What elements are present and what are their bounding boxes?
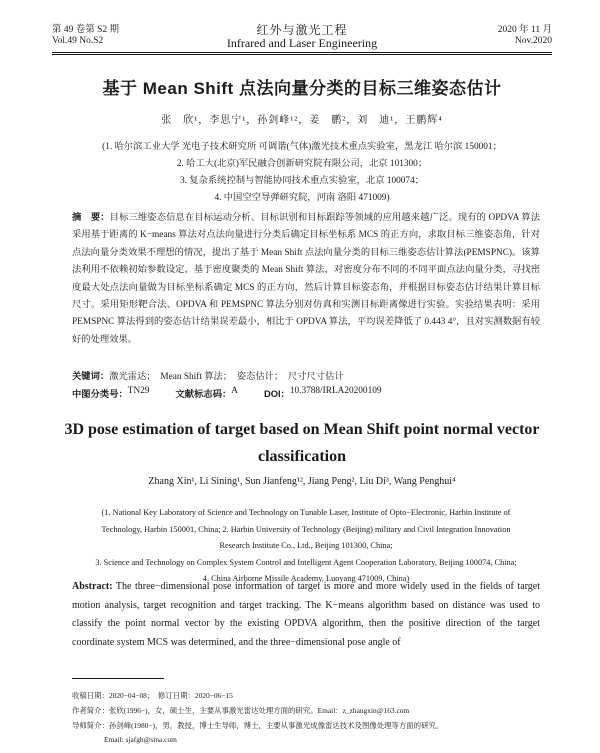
abstract-text-en: The three−dimensional pose information of target is more and more widely used in the fields of target motion analysis, target recognition and target tracking. The K−means algorithm based on distance was used to classify the point normal vector by the existing OPDVA algorithm, then the positive direction of the target coordinate system MCS was determined, and the three−dimensional pose angle of [72, 581, 540, 648]
author-bio: 作者简介：张欣(1996−)，女，硕士生，主要从事激光雷达处理方面的研究。Email：z_zhangxin@163.com [72, 706, 410, 715]
affiliation-cn-2: 2. 哈工大(北京)军民融合创新研究院有限公司，北京 101300； [176, 159, 428, 169]
keywords-cn [72, 368, 540, 382]
doc-code-value: A [231, 386, 239, 396]
abstract-label-en: Abstract: [72, 581, 113, 592]
advisor-email: Email: sjafgh@sina.com [104, 735, 177, 744]
date-label-en: Nov.2020 [514, 36, 552, 46]
abstract-cn [72, 209, 540, 349]
keywords-label-cn: 关键词： [72, 371, 110, 381]
abstract-text-cn: 目标三维姿态信息在目标运动分析、目标识别和目标跟踪等领域的应用越来越广泛。现有的 OPDVA 算法采用基于距离的 K−means 算法对点法向量进行分类后确定目标坐标系 MCS 的正方向，求取目标三维姿态角，针对点法向量分类效果不理想的情况，提出了基于 Mean Shift 点法向量分类的目标三维姿态估计算法(PEMSPNC)。该算法利用不依赖初始参数设定、基于密度聚类的 Mean Shift 算法，对密度分布不同的不同平面点法向量分类，寻找密度最大处点法向量做为目标坐标系确定 MCS 的正方向，然后计算目标姿态角，并根据目标姿态估计结果计算目标尺寸。采用矩形靶合法、OPDVA 和 PEMSPNC 算法分别对仿真和实测目标距离像进行实验。实验结果表明：采用 PEMSPNC 算法得到的姿态估计结果误差最小，相比于 OPDVA 算法，平均误差降低了 0.443 4°，且对实测数据有较好的处理效果。 [72, 213, 540, 345]
clc-label: 中图分类号： [72, 389, 128, 399]
journal-name-en: Infrared and Laser Engineering [226, 36, 378, 50]
doi-value: 10.3788/IRLA20200109 [289, 386, 382, 396]
affiliation-en-2: Technology, Harbin 150001, China; 2. Harbin University of Technology (Beijing) military and Civil Integration Innovation [101, 524, 511, 534]
abstract-en [72, 578, 540, 652]
affiliation-en-4: 3. Science and Technology on Complex System Control and Intelligent Agent Cooperation Laboratory, Beijing 100074, China; [95, 557, 517, 567]
affiliation-en-1: (1. National Key Laboratory of Science and Technology on Tunable Laser, Institute of Opto−Electronic, Harbin Institute of [101, 508, 511, 517]
author-list-cn: 张 欣¹，李思宁¹，孙剑峰¹²，姜 鹏²，刘 迪¹，王鹏辉⁴ [161, 115, 443, 126]
clc-value: TN29 [127, 386, 150, 396]
affiliations-en [72, 505, 540, 588]
date-label: 2020 年 11 月 [497, 25, 552, 35]
volume-label: 第 49 卷第 S2 期 [52, 25, 120, 35]
advisor-bio: 导师简介：孙剑峰(1980−)，男，教授，博士生导师，博士，主要从事激光成像雷达技术及图像处理等方面的研究。 [72, 721, 444, 730]
keywords-text-cn: 激光雷达； Mean Shift 算法； 姿态估计； 尺寸尺寸估计 [109, 372, 344, 382]
journal-name-cn: 红外与激光工程 [256, 23, 348, 37]
affiliation-en-5: 4. China Airborne Missile Academy, Luoyang 471009, China) [202, 574, 410, 584]
affiliation-cn-3: 3. 复杂系统控制与智能协同技术重点实验室，北京 100074； [179, 176, 425, 186]
running-header-cn [52, 21, 552, 35]
author-list-en: Zhang Xin¹, Li Sining¹, Sun Jianfeng¹², Jiang Peng², Liu Di³, Wang Penghui⁴ [148, 476, 456, 487]
running-header-en [52, 36, 552, 50]
classification-row [72, 386, 540, 400]
doi-label: DOI： [264, 389, 290, 399]
affiliation-cn-1: (1. 哈尔滨工业大学 光电子技术研究所 可调谐(气体)激光技术重点实验室，黑龙江 哈尔滨 150001； [102, 142, 502, 152]
received-date: 收稿日期：2020−04−08； 修订日期：2020−06−15 [72, 691, 233, 700]
volume-label-en: Vol.49 No.S2 [52, 36, 104, 46]
abstract-label-cn: 摘 要： [72, 212, 110, 222]
doc-code-label: 文献标志码： [175, 389, 232, 399]
affiliation-cn-4: 4. 中国空空导弹研究院，河南 洛阳 471009) [214, 193, 390, 203]
paper-title-cn: 基于 Mean Shift 点法向量分类的目标三维姿态估计 [102, 79, 502, 98]
footnote-rule [72, 678, 164, 679]
affiliation-en-3: Research Institute Co., Ltd., Beijing 101300, China; [219, 541, 393, 551]
header-rule-2 [52, 54, 552, 55]
paper-title-en: 3D pose estimation of target based on Mean Shift point normal vector classification [64, 421, 540, 465]
header-rule [52, 52, 552, 53]
